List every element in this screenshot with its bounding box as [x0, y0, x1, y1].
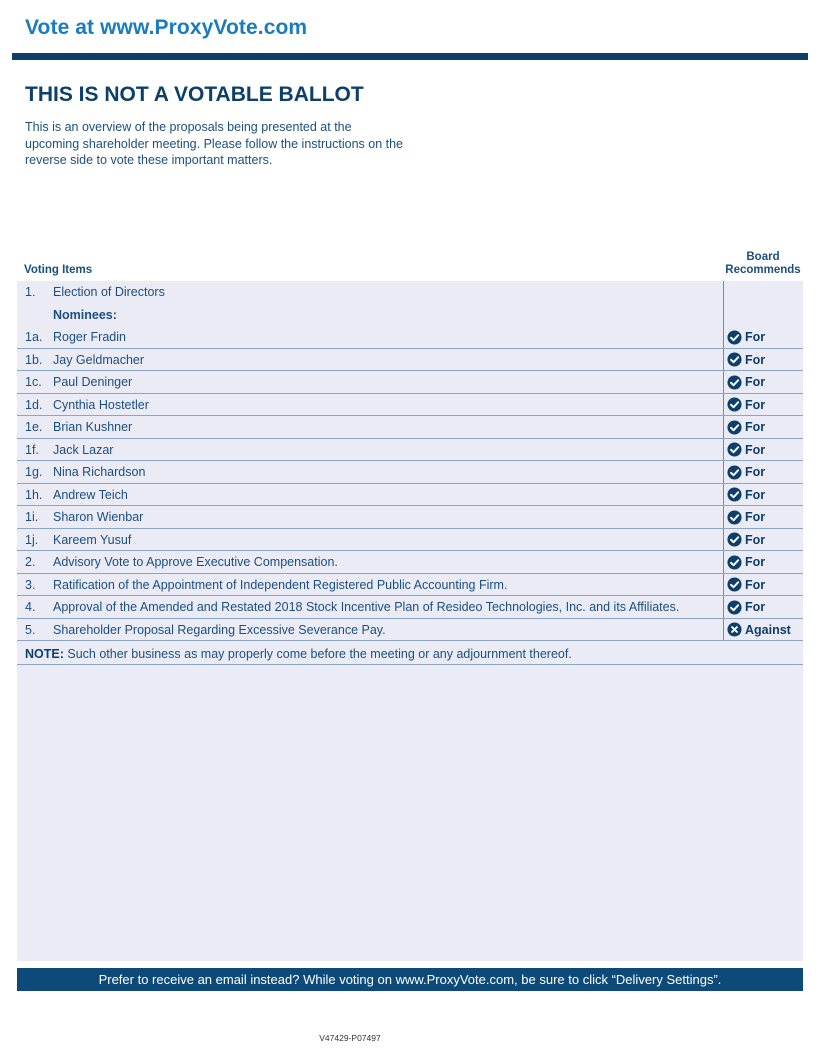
item-label: Nominees: — [53, 307, 117, 322]
item-number: 2. — [25, 555, 36, 569]
check-circle-icon — [727, 600, 742, 615]
voting-items-header: Voting Items — [24, 264, 93, 276]
voting-item-row — [17, 574, 803, 597]
board-recommends-header — [723, 251, 803, 277]
note-row — [17, 643, 803, 665]
voting-item-row — [17, 529, 803, 552]
item-label: Andrew Teich — [53, 487, 128, 502]
voting-item-row — [17, 439, 803, 462]
item-label: Sharon Wienbar — [53, 510, 144, 524]
x-circle-icon — [727, 622, 742, 637]
board-recommendation — [727, 442, 765, 458]
voting-item-row — [17, 281, 803, 304]
recommendation-label: For — [745, 532, 766, 547]
note-text — [25, 647, 572, 661]
board-recommendation — [727, 487, 765, 503]
proxyvote-link[interactable]: Vote at www.ProxyVote.com — [25, 16, 308, 39]
check-circle-icon — [727, 487, 742, 502]
recommendation-label: For — [745, 420, 766, 434]
header-rule — [12, 53, 808, 60]
voting-item-row — [17, 304, 803, 327]
check-circle-icon — [727, 330, 742, 345]
voting-item-row — [17, 484, 803, 507]
item-label: Paul Deninger — [53, 375, 133, 389]
check-circle-icon — [727, 375, 742, 390]
check-circle-icon — [727, 510, 742, 525]
recommendation-label: For — [745, 577, 766, 592]
footer-banner: Prefer to receive an email instead? While voting on www.ProxyVote.com, be sure to click “Delivery Settings”. — [17, 968, 803, 991]
board-recommendation — [727, 532, 765, 548]
recommendation-label: For — [745, 375, 766, 389]
check-circle-icon — [727, 420, 742, 435]
check-circle-icon — [727, 555, 742, 570]
check-circle-icon — [727, 465, 742, 480]
item-number: 4. — [25, 600, 36, 614]
board-recommendation — [727, 509, 765, 525]
voting-item-row — [17, 416, 803, 439]
item-number: 1j. — [25, 532, 39, 547]
board-header-line1: Board — [746, 251, 780, 263]
item-number: 1d. — [25, 397, 43, 412]
item-label: Ratification of the Appointment of Independent Registered Public Accounting Firm. — [53, 577, 508, 592]
recommendation-label: For — [745, 397, 766, 412]
item-number: 1h. — [25, 487, 43, 502]
item-label: Jay Geldmacher — [53, 352, 145, 367]
item-number: 1i. — [25, 510, 39, 524]
board-recommendation — [727, 622, 791, 638]
item-number: 1g. — [25, 465, 43, 479]
board-recommendation — [727, 374, 765, 390]
item-label: Roger Fradin — [53, 330, 126, 344]
board-recommendation — [727, 397, 765, 413]
item-number: 3. — [25, 577, 36, 592]
item-label: Nina Richardson — [53, 465, 146, 479]
item-label: Jack Lazar — [53, 442, 114, 457]
voting-item-row — [17, 349, 803, 372]
check-circle-icon — [727, 577, 742, 592]
recommendation-label: Against — [745, 622, 791, 637]
item-number: 1f. — [25, 442, 39, 457]
note-body: Such other business as may properly come before the meeting or any adjournment thereof. — [67, 647, 572, 661]
check-circle-icon — [727, 532, 742, 547]
board-recommendation — [727, 599, 765, 615]
voting-item-row — [17, 461, 803, 484]
item-label: Approval of the Amended and Restated 2018 Stock Incentive Plan of Resideo Technologies, Inc. and its Affiliates. — [53, 600, 680, 614]
voting-item-row — [17, 506, 803, 529]
voting-item-row — [17, 596, 803, 619]
recommendation-label: For — [745, 487, 766, 502]
recommendation-label: For — [745, 555, 766, 569]
item-number: 1a. — [25, 330, 43, 344]
recommendation-label: For — [745, 510, 766, 524]
item-number: 1. — [25, 285, 36, 299]
board-header-line2: Recommends — [725, 264, 801, 276]
item-label: Cynthia Hostetler — [53, 397, 149, 412]
voting-item-row — [17, 326, 803, 349]
item-label: Election of Directors — [53, 285, 165, 299]
board-recommendation — [727, 329, 765, 345]
voting-item-row — [17, 394, 803, 417]
recommendation-label: For — [745, 352, 766, 367]
page-title: THIS IS NOT A VOTABLE BALLOT — [25, 83, 364, 106]
item-label: Advisory Vote to Approve Executive Compensation. — [53, 555, 338, 569]
note-label: NOTE: — [25, 647, 64, 661]
board-recommendation — [727, 352, 765, 368]
voting-item-row — [17, 371, 803, 394]
recommendation-label: For — [745, 330, 766, 344]
voting-item-row — [17, 551, 803, 574]
item-number: 5. — [25, 622, 36, 637]
intro-text: This is an overview of the proposals being presented at the upcoming shareholder meeting. Please follow the instructions on the reverse side to vote these important matters. — [25, 120, 403, 167]
recommendation-label: For — [745, 600, 766, 614]
item-number: 1c. — [25, 375, 42, 389]
item-number: 1e. — [25, 420, 43, 434]
check-circle-icon — [727, 442, 742, 457]
document-code: V47429-P07497 — [319, 1033, 381, 1043]
board-recommendation — [727, 419, 765, 435]
board-recommendation — [727, 464, 765, 480]
item-label: Kareem Yusuf — [53, 532, 132, 547]
item-number: 1b. — [25, 352, 43, 367]
item-label: Brian Kushner — [53, 420, 133, 434]
item-label: Shareholder Proposal Regarding Excessive Severance Pay. — [53, 622, 386, 637]
recommendation-label: For — [745, 442, 766, 457]
voting-item-row — [17, 619, 803, 642]
check-circle-icon — [727, 397, 742, 412]
check-circle-icon — [727, 352, 742, 367]
board-recommendation — [727, 577, 765, 593]
recommendation-label: For — [745, 465, 766, 479]
board-recommendation — [727, 554, 765, 570]
